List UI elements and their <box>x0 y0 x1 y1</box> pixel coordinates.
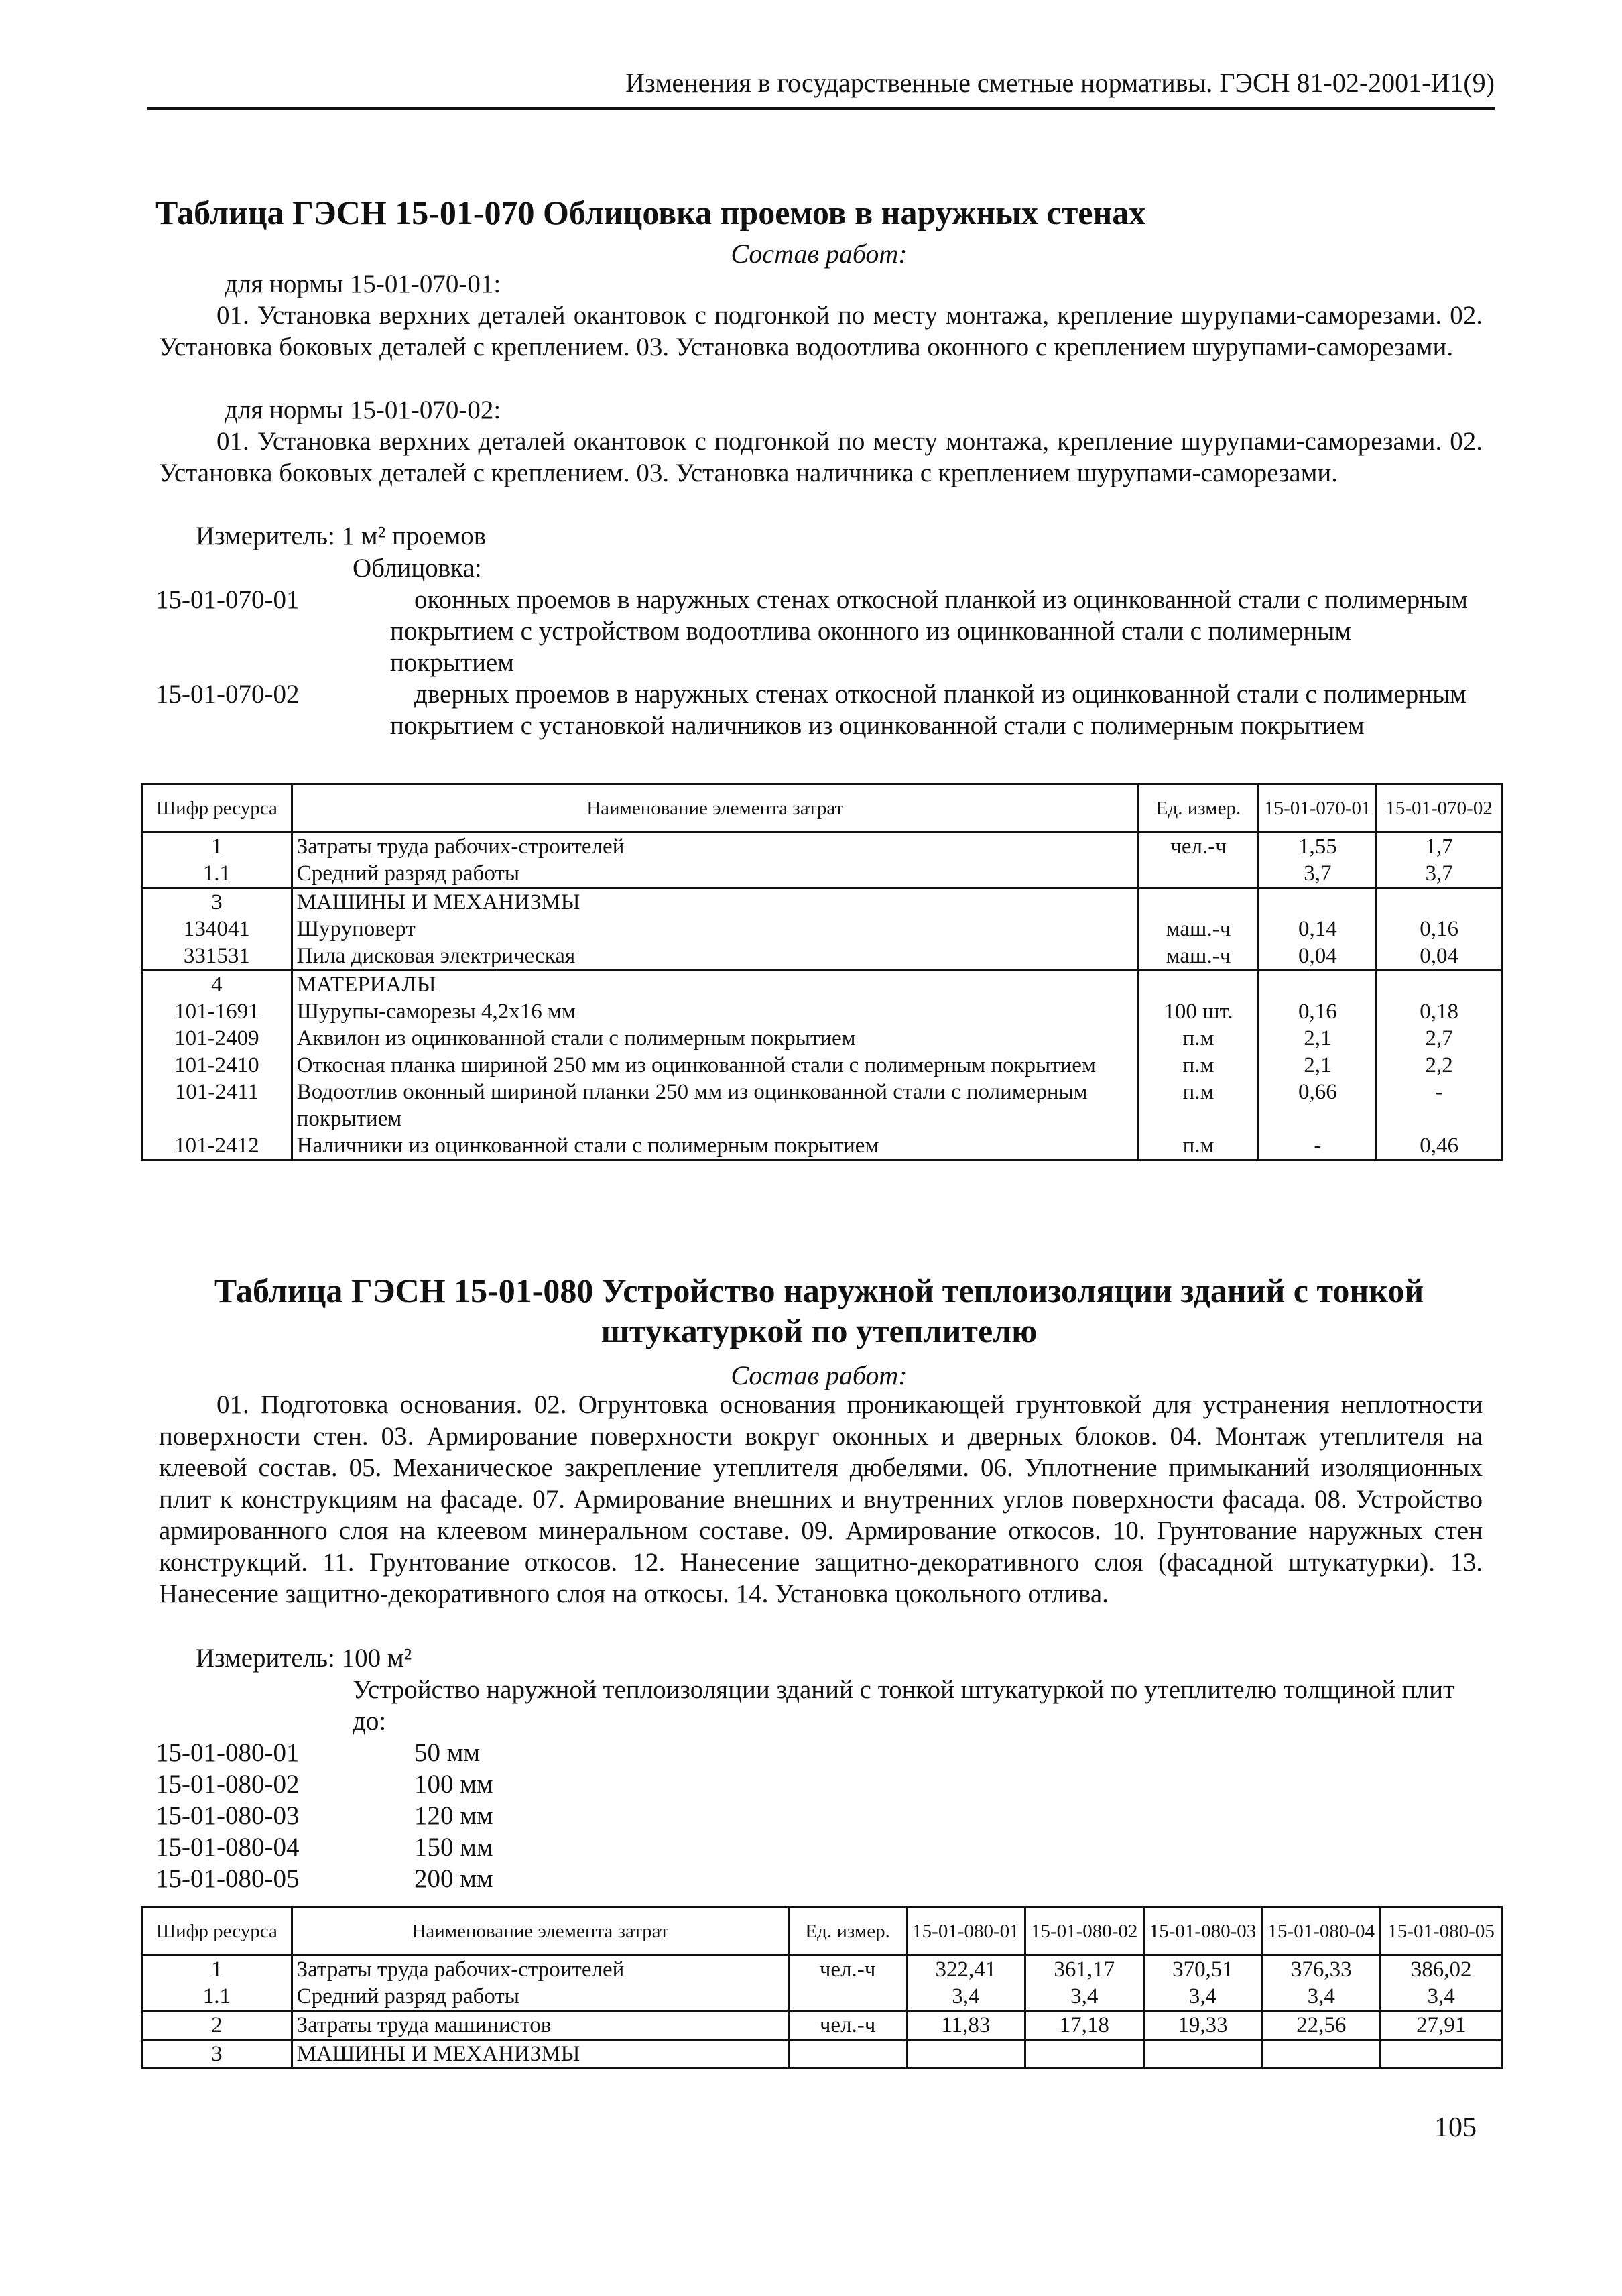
table-row <box>142 1983 1502 2011</box>
table-row <box>142 916 1502 943</box>
resource-name: Средний разряд работы <box>292 1983 789 2011</box>
table-row <box>142 1025 1502 1052</box>
resource-code: 1.1 <box>142 1983 292 2011</box>
value-cell: 386,02 <box>1381 1955 1502 1984</box>
norm-description: 200 мм <box>414 1864 493 1893</box>
value-cell: 3,4 <box>1262 1983 1381 2011</box>
header-cell: 15-01-080-02 <box>1025 1907 1143 1955</box>
resource-code: 1.1 <box>142 860 292 888</box>
norm-code: 15-01-080-03 <box>155 1801 300 1830</box>
norm-code-row <box>155 1737 692 1768</box>
unit: 100 шт. <box>1138 998 1259 1025</box>
table-row <box>142 2011 1502 2040</box>
value-cell: 11,83 <box>907 2011 1025 2040</box>
resource-name: Затраты труда машинистов <box>292 2011 789 2040</box>
header-cell: 15-01-080-01 <box>907 1907 1025 1955</box>
header-cell: 15-01-080-05 <box>1381 1907 1502 1955</box>
resource-code: 331531 <box>142 943 292 971</box>
norm-code: 15-01-080-05 <box>155 1864 300 1893</box>
value-cell <box>1259 971 1377 999</box>
value-cell: 0,16 <box>1377 916 1502 943</box>
table-title-15-01-080 <box>155 1270 1483 1351</box>
unit <box>1138 888 1259 916</box>
norm-code-row <box>155 678 1483 773</box>
page-number: 105 <box>1434 2112 1477 2143</box>
table-row <box>142 1052 1502 1079</box>
table-header-row <box>142 1907 1502 1955</box>
value-cell: 0,46 <box>1377 1132 1502 1160</box>
norm-code: 15-01-080-02 <box>155 1770 300 1799</box>
section-name: МАТЕРИАЛЫ <box>292 971 1138 999</box>
resource-code: 101-1691 <box>142 998 292 1025</box>
norm-code-row <box>155 1800 692 1831</box>
resource-code: 1 <box>142 1955 292 1984</box>
table-row <box>142 860 1502 888</box>
resource-code: 101-2411 <box>142 1079 292 1132</box>
unit: маш.-ч <box>1138 943 1259 971</box>
resource-table-15-01-080 <box>141 1906 1503 2069</box>
resource-name: Шурупы-саморезы 4,2х16 мм <box>292 998 1138 1025</box>
value-cell: 19,33 <box>1143 2011 1262 2040</box>
running-header: Изменения в государственные сметные нормативы. ГЭСН 81-02-2001-И1(9) <box>625 68 1495 98</box>
unit: п.м <box>1138 1132 1259 1160</box>
group-label: Устройство наружной теплоизоляции зданий с тонкой штукатуркой по утеплителю толщиной плит до: <box>353 1675 1455 1736</box>
section-row <box>142 971 1502 999</box>
value-cell: 2,2 <box>1377 1052 1502 1079</box>
value-cell: 0,16 <box>1259 998 1377 1025</box>
norm-description: 50 мм <box>414 1738 481 1767</box>
unit <box>1138 860 1259 888</box>
resource-code: 1 <box>142 833 292 861</box>
value-cell: - <box>1259 1132 1377 1160</box>
unit <box>789 1983 907 2011</box>
header-cell: Наименование элемента затрат <box>292 784 1138 833</box>
value-cell <box>1381 2040 1502 2069</box>
unit <box>1138 971 1259 999</box>
title-line: штукатуркой по утеплителю <box>601 1312 1038 1349</box>
resource-name: Откосная планка шириной 250 мм из оцинкованной стали с полимерным покрытием <box>292 1052 1138 1079</box>
resource-name: Наличники из оцинкованной стали с полимерным покрытием <box>292 1132 1138 1160</box>
value-cell: 0,14 <box>1259 916 1377 943</box>
value-cell: 3,4 <box>1381 1983 1502 2011</box>
value-cell: 3,4 <box>907 1983 1025 2011</box>
header-cell: 15-01-070-01 <box>1259 784 1377 833</box>
value-cell: 17,18 <box>1025 2011 1143 2040</box>
norm-label: для нормы 15-01-070-01: <box>225 269 501 298</box>
unit: маш.-ч <box>1138 916 1259 943</box>
value-cell: 3,4 <box>1025 1983 1143 2011</box>
value-cell: 22,56 <box>1262 2011 1381 2040</box>
value-cell: 27,91 <box>1381 2011 1502 2040</box>
norm-description: 120 мм <box>414 1801 493 1830</box>
unit: чел.-ч <box>1138 833 1259 861</box>
table-row <box>142 1079 1502 1132</box>
unit: п.м <box>1138 1025 1259 1052</box>
value-cell: 0,18 <box>1377 998 1502 1025</box>
resource-table-15-01-070 <box>141 783 1503 1161</box>
value-cell <box>1143 2040 1262 2069</box>
value-cell: 376,33 <box>1262 1955 1381 1984</box>
value-cell: 2,1 <box>1259 1052 1377 1079</box>
group-label: Облицовка: <box>353 554 482 583</box>
resource-name: Аквилон из оцинкованной стали с полимерным покрытием <box>292 1025 1138 1052</box>
header-cell: Шифр ресурса <box>142 784 292 833</box>
norm-code: 15-01-070-01 <box>155 585 300 614</box>
value-cell: 361,17 <box>1025 1955 1143 1984</box>
table-title-15-01-070: Таблица ГЭСН 15-01-070 Облицовка проемов в наружных стенах <box>155 194 1146 231</box>
norm-description: 150 мм <box>414 1833 493 1862</box>
value-cell: 2,1 <box>1259 1025 1377 1052</box>
norm-description: оконных проемов в наружных стенах откосной планкой из оцинкованной стали с полимерным покрытием с устройством водоотлива оконного из оцинкованной стали с полимерным покрытием <box>390 585 1468 677</box>
value-cell: 3,7 <box>1377 860 1502 888</box>
resource-code: 101-2410 <box>142 1052 292 1079</box>
header-cell: 15-01-070-02 <box>1377 784 1502 833</box>
table-row <box>142 1132 1502 1160</box>
table-row <box>142 833 1502 861</box>
measure-unit: Измеритель: 100 м² <box>196 1644 412 1673</box>
value-cell: 322,41 <box>907 1955 1025 1984</box>
section-row <box>142 888 1502 916</box>
table-row <box>142 998 1502 1025</box>
header-cell: Шифр ресурса <box>142 1907 292 1955</box>
resource-name: Затраты труда рабочих-строителей <box>292 833 1138 861</box>
value-cell <box>1262 2040 1381 2069</box>
norm-code-row <box>155 1863 692 1894</box>
norm-label: для нормы 15-01-070-02: <box>225 396 501 424</box>
value-cell: 1,55 <box>1259 833 1377 861</box>
norm-description: 100 мм <box>414 1770 493 1799</box>
norm-code: 15-01-080-01 <box>155 1738 300 1767</box>
work-composition-heading: Состав работ: <box>731 239 908 269</box>
resource-code: 2 <box>142 2011 292 2040</box>
value-cell: 370,51 <box>1143 1955 1262 1984</box>
value-cell <box>1377 971 1502 999</box>
value-cell: 0,04 <box>1259 943 1377 971</box>
header-cell: Ед. измер. <box>789 1907 907 1955</box>
unit: п.м <box>1138 1052 1259 1079</box>
norm-code-row <box>155 584 1483 678</box>
unit: чел.-ч <box>789 2011 907 2040</box>
resource-code: 3 <box>142 888 292 916</box>
resource-name: Затраты труда рабочих-строителей <box>292 1955 789 1984</box>
value-cell: - <box>1377 1079 1502 1132</box>
value-cell: 1,7 <box>1377 833 1502 861</box>
header-cell: 15-01-080-03 <box>1143 1907 1262 1955</box>
value-cell <box>1259 888 1377 916</box>
work-composition-heading: Состав работ: <box>731 1360 908 1390</box>
table-row <box>142 1955 1502 1984</box>
header-cell: Наименование элемента затрат <box>292 1907 789 1955</box>
value-cell: 0,04 <box>1377 943 1502 971</box>
resource-code: 101-2409 <box>142 1025 292 1052</box>
norm-description: дверных проемов в наружных стенах откосной планкой из оцинкованной стали с полимерным покрытием с установкой наличников из оцинкованной стали с полимерным покрытием <box>390 680 1467 740</box>
norm-work-text: 01. Установка верхних деталей окантовок с подгонкой по месту монтажа, крепление шурупами-саморезами. 02. Установка боковых деталей с креплением. 03. Установка водоотлива оконного с креплением шурупами-саморезами. <box>159 301 1483 361</box>
resource-name: Пила дисковая электрическая <box>292 943 1138 971</box>
resource-code: 3 <box>142 2040 292 2069</box>
table-header-row <box>142 784 1502 833</box>
resource-name: Средний разряд работы <box>292 860 1138 888</box>
header-cell: Ед. измер. <box>1138 784 1259 833</box>
table-row <box>142 943 1502 971</box>
resource-name: Шуруповерт <box>292 916 1138 943</box>
resource-name: Водоотлив оконный шириной планки 250 мм из оцинкованной стали с полимерным покрытием <box>292 1079 1138 1132</box>
value-cell <box>907 2040 1025 2069</box>
value-cell: 3,4 <box>1143 1983 1262 2011</box>
norm-work-text: 01. Установка верхних деталей окантовок с подгонкой по месту монтажа, крепление шурупами-саморезами. 02. Установка боковых деталей с креплением. 03. Установка наличника с креплением шурупами-саморезами. <box>159 427 1483 487</box>
norm-code: 15-01-070-02 <box>155 680 300 709</box>
title-line: Таблица ГЭСН 15-01-080 Устройство наружной теплоизоляции зданий с тонкой <box>214 1272 1424 1309</box>
resource-code: 134041 <box>142 916 292 943</box>
header-cell: 15-01-080-04 <box>1262 1907 1381 1955</box>
resource-code: 101-2412 <box>142 1132 292 1160</box>
section-name: МАШИНЫ И МЕХАНИЗМЫ <box>292 2040 789 2069</box>
norm-code-row <box>155 1831 692 1863</box>
measure-unit: Измеритель: 1 м² проемов <box>196 522 487 550</box>
value-cell <box>1025 2040 1143 2069</box>
norm-code-row <box>155 1768 692 1800</box>
unit <box>789 2040 907 2069</box>
value-cell: 3,7 <box>1259 860 1377 888</box>
unit: п.м <box>1138 1079 1259 1132</box>
header-rule <box>147 107 1495 110</box>
resource-code: 4 <box>142 971 292 999</box>
value-cell: 0,66 <box>1259 1079 1377 1132</box>
section-row <box>142 2040 1502 2069</box>
unit: чел.-ч <box>789 1955 907 1984</box>
section-name: МАШИНЫ И МЕХАНИЗМЫ <box>292 888 1138 916</box>
work-composition-text: 01. Подготовка основания. 02. Огрунтовка основания проникающей грунтовкой для устранения неплотности поверхности стен. 03. Армирование поверхности вокруг оконных и дверных блоков. 04. Монтаж утеплителя на клеевой состав. 05. Механическое закрепление утеплителя дюбелями. 06. Уплотнение примыканий изоляционных плит к конструкциям на фасаде. 07. Армирование внешних и внутренних углов поверхности фасада. 08. Устройство армированного слоя на клеевом минеральном составе. 09. Армирование откосов. 10. Грунтование наружных стен конструкций. 11. Грунтование откосов. 12. Нанесение защитно-декоративного слоя (фасадной штукатурки). 13. Нанесение защитно-декоративного слоя на откосы. 14. Установка цокольного отлива. <box>159 1390 1483 1608</box>
value-cell <box>1377 888 1502 916</box>
value-cell: 2,7 <box>1377 1025 1502 1052</box>
norm-code: 15-01-080-04 <box>155 1833 300 1862</box>
